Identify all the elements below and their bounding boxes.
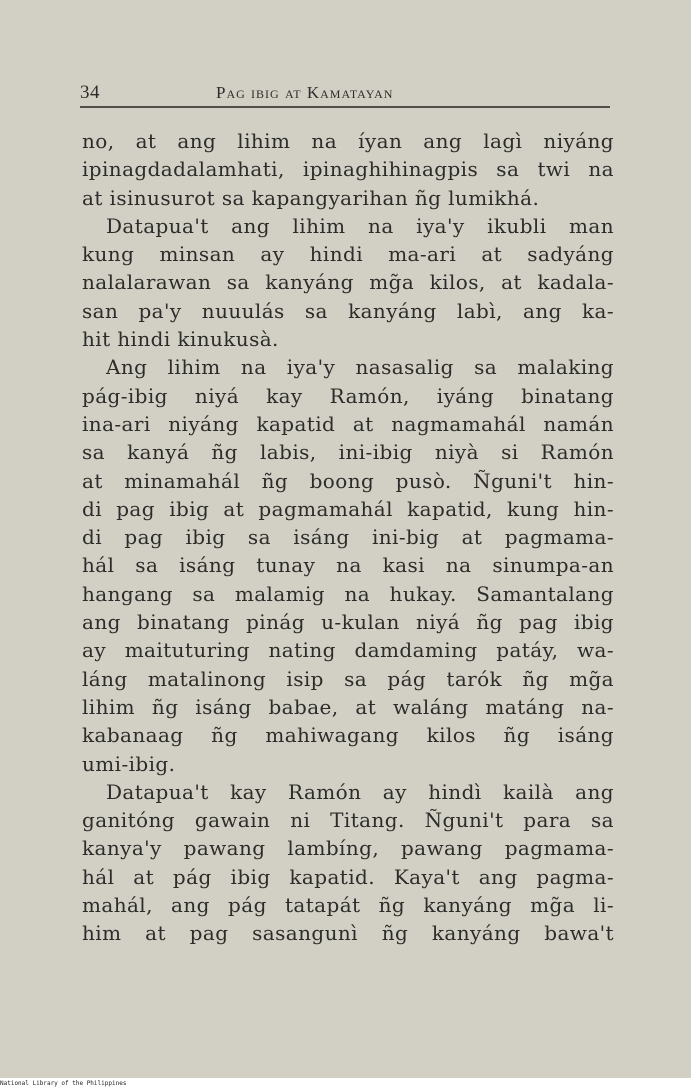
text-line: ipinagdadalamhati, ipinaghihinagpis sa twi na [82, 157, 614, 182]
text-line: ganitóng gawain ni Titang. Ñguni't para sa [82, 808, 614, 833]
text-line: di pag ibig at pagmamahál kapatid, kung hin- [82, 496, 614, 521]
text-line: láng matalinong isip sa pág tarók ñg mg̃a [82, 666, 614, 691]
text-line: Datapua't kay Ramón ay hindì kailà ang [106, 779, 614, 804]
text-line: nalalarawan sa kanyáng mg̃a kilos, at kadala- [82, 270, 614, 295]
paragraph [82, 778, 614, 948]
header-rule [80, 106, 610, 108]
text-line: kung minsan ay hindi ma-ari at sadyáng [82, 242, 614, 267]
text-line: Datapua't ang lihim na iya'y ikubli man [106, 213, 614, 238]
body-text [82, 127, 614, 948]
text-line: san pa'y nuuulás sa kanyáng labì, ang ka- [82, 298, 614, 323]
page-header [80, 82, 614, 104]
text-line: di pag ibig sa isáng ini-big at pagmama- [82, 525, 614, 550]
text-line: umi-ibig. [82, 751, 176, 776]
text-line: ang binatang pinág u-kulan niyá ñg pag ibig [82, 610, 614, 635]
text-line: at minamahál ñg boong pusò. Ñguni't hin- [82, 468, 614, 493]
text-line: at isinusurot sa kapangyarihan ñg lumikhá. [82, 185, 540, 210]
text-line: lihim ñg isáng babae, at waláng matáng na- [82, 694, 614, 719]
text-line: mahál, ang pág tatapát ñg kanyáng mg̃a li- [82, 893, 614, 918]
text-line: hit hindi kinukusà. [82, 327, 279, 352]
text-line: kanya'y pawang lambíng, pawang pagmama- [82, 836, 614, 861]
page-number: 34 [80, 82, 100, 103]
text-line: pág-ibig niyá kay Ramón, iyáng binatang [82, 383, 614, 408]
text-line: ay maituturing nating damdaming patáy, wa- [82, 638, 614, 663]
text-line: Ang lihim na iya'y nasasalig sa malaking [106, 355, 614, 380]
text-line: no, at ang lihim na íyan ang lagì niyáng [82, 129, 614, 153]
running-title: Pag ibig at Kamatayan [216, 83, 394, 102]
text-line: ina-ari niyáng kapatid at nagmamahál namán [82, 411, 614, 436]
text-line: sa kanyá ñg labis, ini-ibig niyà si Ramón [82, 440, 614, 465]
paragraph [82, 212, 614, 353]
text-line: him at pag sasangunì ñg kanyáng bawa't [82, 921, 614, 946]
paragraph [82, 353, 614, 777]
text-line: kabanaag ñg mahiwagang kilos ñg isáng [82, 723, 614, 748]
text-line: hangang sa malamig na hukay. Samantalang [82, 581, 614, 606]
library-credit: National Library of the Philippines [0, 1080, 127, 1087]
text-line: hál at pág ibig kapatid. Kaya't ang pagma- [82, 864, 614, 889]
text-line: hál sa isáng tunay na kasi na sinumpa-an [82, 553, 614, 578]
paragraph [82, 127, 614, 212]
